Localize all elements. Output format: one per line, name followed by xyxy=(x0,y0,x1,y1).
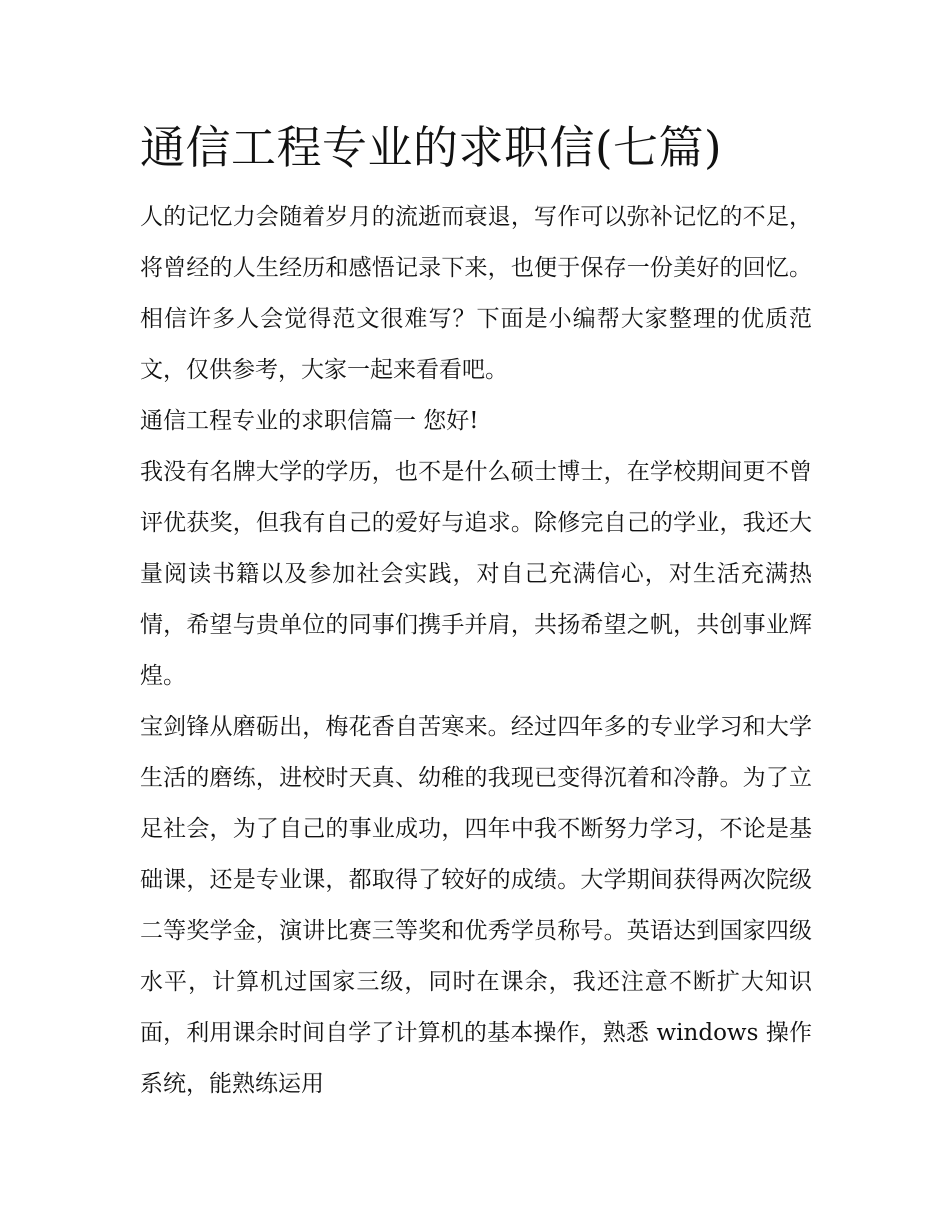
paragraph-intro: 人的记忆力会随着岁月的流逝而衰退，写作可以弥补记忆的不足，将曾经的人生经历和感悟记录下来，也便于保存一份美好的回忆。相信许多人会觉得范文很难写？下面是小编帮大家整理的优质范文，仅供参考，大家一起来看看吧。 xyxy=(140,204,812,383)
document-title: 通信工程专业的求职信(七篇) xyxy=(140,121,723,174)
document-page xyxy=(140,112,812,1110)
paragraph-body-1: 我没有名牌大学的学历，也不是什么硕士博士，在学校期间更不曾评优获奖，但我有自己的爱好与追求。除修完自己的学业，我还大量阅读书籍以及参加社会实践，对自己充满信心，对生活充满热情，希望与贵单位的同事们携手并肩，共扬希望之帆，共创事业辉煌。 xyxy=(140,459,812,689)
paragraph-section-heading: 通信工程专业的求职信篇一 您好! xyxy=(140,408,479,434)
paragraph-body-2: 宝剑锋从磨砺出，梅花香自苦寒来。经过四年多的专业学习和大学生活的磨练，进校时天真、幼稚的我现已变得沉着和冷静。为了立足社会，为了自己的事业成功，四年中我不断努力学习，不论是基础课，还是专业课，都取得了较好的成绩。大学期间获得两次院级二等奖学金，演讲比赛三等奖和优秀学员称号。英语达到国家四级水平，计算机过国家三级，同时在课余，我还注意不断扩大知识面，利用课余时间自学了计算机的基本操作，熟悉 windows 操作系统，能熟练运用 xyxy=(140,714,812,1097)
